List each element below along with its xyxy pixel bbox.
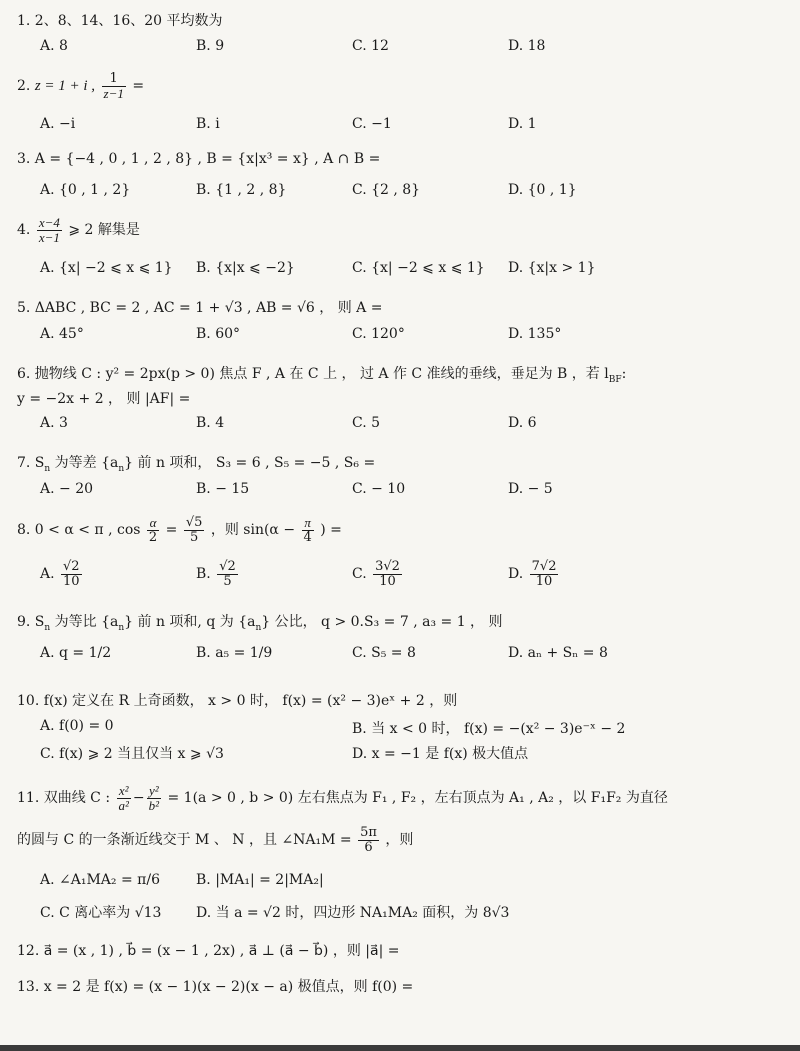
option-a: A. − 20 — [40, 481, 94, 497]
option-a: A. {x| −2 ⩽ x ⩽ 1} — [40, 260, 173, 276]
option-d: D. 18 — [508, 38, 546, 54]
option-d: D. {x|x > 1} — [508, 260, 596, 276]
option-b: B. |MA₁| = 2|MA₂| — [196, 872, 324, 888]
option-c: C. S₅ = 8 — [352, 645, 416, 661]
option-b: B. a₅ = 1/9 — [196, 645, 273, 661]
option-c: C. 5 — [352, 415, 381, 431]
option-d: D. $\frac{7√2}{10}$ — [508, 559, 557, 589]
option-c: C. 12 — [352, 38, 389, 54]
question-1 — [17, 10, 780, 30]
option-b: B. 4 — [196, 415, 225, 431]
question-stem: 9. S — [17, 614, 45, 630]
option-b: B. $\frac{√2}{5}$ — [196, 559, 236, 589]
option-d: D. 135° — [508, 326, 562, 342]
option-c: C. {2 , 8} — [352, 182, 421, 198]
question-stem: 10. f(x) 定义在 R 上奇函数， x > 0 时， f(x) = (x² − 3)eˣ + 2 ，则 — [17, 693, 458, 709]
option-c: C. f(x) ⩾ 2 当且仅当 x ⩾ √3 — [40, 746, 224, 762]
option-a: A. 45° — [40, 326, 84, 342]
fraction: $\frac{1}{z-1}$ — [103, 71, 124, 101]
option-d: D. aₙ + Sₙ = 8 — [508, 645, 608, 661]
question-stem: 6. 抛物线 C : y² = 2px(p > 0) 焦点 F , A 在 C 上 ， 过 A 作 C 准线的垂线，垂足为 B ，若 l — [17, 366, 609, 382]
option-b: B. {1 , 2 , 8} — [196, 182, 287, 198]
question-10 — [17, 690, 780, 710]
option-a: A. −i — [40, 116, 76, 132]
question-6-line-2: y = −2x + 2 ， 则 |AF| = — [17, 391, 191, 407]
question-8: 8. 0 < α < π , cos $\frac{\alpha}{2}$ = $\frac{√5}{5}$ ，则 sin(α − $\frac{\pi}{4}$ ) = — [17, 515, 342, 545]
option-b: B. {x|x ⩽ −2} — [196, 260, 295, 276]
option-d: D. 当 a = √2 时，四边形 NA₁MA₂ 面积，为 8√3 — [196, 905, 510, 921]
bottom-edge-bar — [0, 1045, 800, 1051]
option-c: C. −1 — [352, 116, 392, 132]
option-d: D. 1 — [508, 116, 537, 132]
question-7: 7. $S_n$ 为等差 $\{a_n\}$ 前 n 项和， S₃ = 6 , S₅ = −5 , S₆ = — [17, 455, 376, 474]
question-stem: ，则 sin(α − — [210, 522, 296, 539]
question-13 — [17, 976, 780, 996]
option-b: B. 60° — [196, 326, 241, 342]
option-c: C. − 10 — [352, 481, 406, 497]
option-b: B. 9 — [196, 38, 225, 54]
option-a: A. $\frac{√2}{10}$ — [40, 559, 80, 589]
question-stem: 3. A = {−4 , 0 , 1 , 2 , 8} , B = {x|x³ = x} , A ∩ B = — [17, 151, 381, 167]
question-5 — [17, 297, 780, 317]
question-4: 4. $\frac{x-4}{x-1}$ ⩾ 2 解集是 — [17, 215, 140, 245]
option-b: B. − 15 — [196, 481, 250, 497]
question-stem: 7. S — [17, 455, 45, 471]
question-stem: ⩾ 2 解集是 — [68, 222, 140, 239]
option-a: A. f(0) = 0 — [40, 718, 114, 734]
option-c: C. $\frac{3√2}{10}$ — [352, 559, 400, 589]
option-c: C. {x| −2 ⩽ x ⩽ 1} — [352, 260, 485, 276]
option-c: C. C 离心率为 √13 — [40, 905, 162, 921]
question-2: 2. z = 1 + i , $\frac{1}{z-1}$ = — [17, 71, 145, 101]
question-stem: 5. ΔABC , BC = 2 , AC = 1 + √3 , AB = √6 ， 则 A = — [17, 300, 383, 316]
question-3 — [17, 151, 780, 167]
question-stem: 1. 2、8、14、16、20 平均数为 — [17, 13, 223, 29]
option-a: A. 3 — [40, 415, 68, 431]
option-c: C. 120° — [352, 326, 405, 342]
option-d: D. 6 — [508, 415, 537, 431]
fraction: $\frac{x-4}{x-1}$ — [38, 215, 60, 245]
option-d: D. − 5 — [508, 481, 553, 497]
question-11-line-2: 的圆与 C 的一条渐近线交于 M 、 N ，且 ∠NA₁M = $\frac{5\pi}{6}$ ，则 — [17, 825, 414, 855]
question-11: 11. 双曲线 C : $\frac{\text{x²}}{\text{a²}}$ − $\frac{\text{y²}}{\text{b²}}$ = 1(a > 0 , b > 0) 左右焦点为 F₁ , F₂ ，左右顶点为 A₁ , A₂ ，以 F₁F₂ 为直径 — [17, 783, 668, 813]
question-9: 9. $S_n$ 为等比 $\{a_n\}$ 前 n 项和, q 为 $\{a_n\}$ 公比， q > 0.S₃ = 7 , a₃ = 1 ， 则 — [17, 614, 503, 633]
question-12 — [17, 940, 780, 960]
question-stem: 13. x = 2 是 f(x) = (x − 1)(x − 2)(x − a) 极值点，则 f(0) = — [17, 979, 414, 995]
question-stem: z = 1 + i , — [34, 78, 96, 95]
option-d: D. x = −1 是 f(x) 极大值点 — [352, 746, 529, 762]
option-a: A. {0 , 1 , 2} — [40, 182, 131, 198]
option-b: B. i — [196, 116, 220, 132]
option-d: D. {0 , 1} — [508, 182, 577, 198]
option-b: B. 当 x < 0 时， f(x) = −(x² − 3)e⁻ˣ − 2 — [352, 721, 626, 737]
option-a: A. 8 — [40, 38, 68, 54]
option-a: A. q = 1/2 — [40, 645, 112, 661]
question-6: 6. 抛物线 C : y² = 2px(p > 0) 焦点 F , A 在 C 上 ， 过 A 作 C 准线的垂线，垂足为 B ，若 $l_{BF}$: — [17, 366, 627, 385]
question-stem: = 1(a > 0 , b > 0) 左右焦点为 F₁ , F₂ ，左右顶点为 A₁ , A₂ ，以 F₁F₂ 为直径 — [167, 790, 668, 807]
question-stem: 12. a⃗ = (x , 1) , b⃗ = (x − 1 , 2x) , a⃗ ⊥ (a⃗ − b⃗) ，则 |a⃗| = — [17, 943, 400, 959]
option-a: A. ∠A₁MA₂ = π/6 — [40, 872, 160, 888]
